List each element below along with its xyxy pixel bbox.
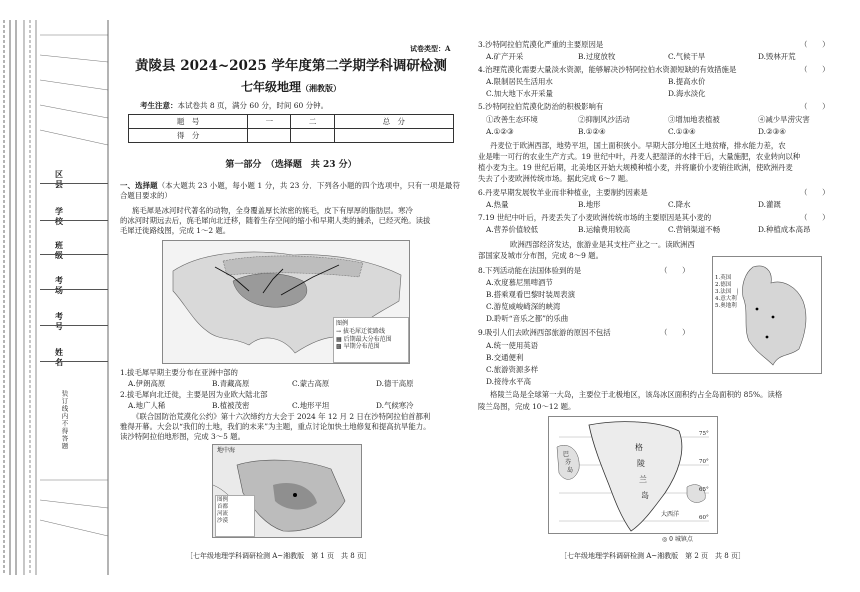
legend-migration: 拔毛犀迁徙路线 [342, 327, 385, 335]
legend-title: 图例 [336, 320, 349, 327]
footer-right: ［七年级地理学科调研检测 A~湘教版 第 2 页 共 8 页］ [560, 552, 745, 560]
q5-option-c[interactable]: C.①③④ [668, 127, 696, 136]
paper-type: 试卷类型：A [410, 44, 451, 53]
map2-sea-label: 地中海 [217, 447, 236, 454]
score-table [128, 114, 454, 143]
q8-answer-paren[interactable]: （ ） [660, 266, 690, 275]
q6-option-c[interactable]: C.降水 [668, 200, 691, 209]
lat-70: 70° [699, 459, 709, 465]
passage1-line3: 毛犀迁徙路线图，完成 1～2 题。 [120, 226, 231, 235]
lat-60: 60° [699, 515, 709, 521]
score-cell-total[interactable] [334, 129, 453, 143]
map3-legend-1: 1.英国 [715, 275, 732, 281]
map2-legend-title: 图例 [217, 497, 229, 503]
passage1-line2: 的冰河时期远去后，旄毛犀向北迁移，随着生存空间的缩小和早期人类的捕杀，已经灭绝。读拔 [120, 216, 431, 225]
saudi-map-legend [215, 495, 255, 537]
notice-label: 考生注意： [140, 101, 178, 110]
q7-option-b[interactable]: B.运输费用较高 [578, 225, 631, 234]
europe-map-legend [715, 275, 737, 309]
greenland-map-graphic [549, 417, 718, 534]
field-school-line[interactable] [40, 220, 108, 221]
lat-65: 65° [699, 487, 709, 493]
legend-early-range: 早期分布范围 [343, 343, 380, 351]
q1-stem: 1.拔毛犀早期主要分布在亚洲中部的 [120, 368, 238, 377]
q7-answer-paren[interactable]: （ ） [800, 213, 830, 222]
q3-stem: 3.沙特阿拉伯荒漠化严重的主要原因是 [478, 40, 604, 49]
q6-answer-paren[interactable]: （ ） [800, 188, 830, 197]
passage2-line1: 《联合国防治荒漠化公约》第十六次缔约方大会于 2024 年 12 月 2 日在沙特阿拉伯首都利 [132, 412, 431, 421]
greenland-map-legend: ◎ 0 城镇点 [662, 536, 693, 543]
q1-option-b[interactable]: B.青藏高原 [212, 379, 250, 388]
q9-option-a[interactable]: A.统一使用英语 [486, 341, 539, 350]
q2-stem: 2.拔毛犀向北迁徙，主要是因为业欧大陆北部 [120, 390, 268, 399]
page-title: 黄陵县 2024~2025 学年度第二学期学科调研检测 [135, 58, 447, 74]
passage4-line2: 部国家及城市分布图，完成 8～9 题。 [478, 251, 603, 260]
q2-option-c[interactable]: C.地形平坦 [292, 401, 330, 410]
passage4-line1: 欧洲西部经济发达，旅游业是其支柱产业之一。读欧洲西 [510, 240, 695, 249]
score-cell-part1[interactable] [248, 129, 291, 143]
map3-legend-2: 2.德国 [715, 281, 732, 288]
passage3-line1: 丹麦位于欧洲西部，地势平坦，国土面积狭小。早期大部分地区土地贫瘠，排水能力差，农 [490, 141, 786, 150]
field-district-label: 区 县 [55, 169, 71, 190]
saudi-terrain-map [212, 444, 362, 538]
q9-stem: 9.吸引人们去欧洲西部旅游的原因不包括 [478, 328, 611, 337]
field-number-label: 考 号 [55, 311, 71, 332]
subject-title: 七年级地理 [240, 80, 301, 94]
q9-option-c[interactable]: C.旅游资源多样 [486, 365, 539, 374]
map2-legend-capital: 首都 [217, 504, 229, 511]
footer-left: ［七年级地理学科调研检测 A~湘教版 第 1 页 共 8 页］ [186, 552, 371, 560]
q4-option-d[interactable]: D.海水淡化 [668, 89, 706, 98]
edition-label: （湘教版） [301, 83, 341, 93]
map3-legend-5: 5.奥地利 [715, 302, 737, 309]
map2-legend-river: 河流 [217, 511, 229, 518]
field-school-label: 学 校 [55, 206, 71, 227]
score-header-item: 题 号 [129, 115, 248, 129]
q4-option-b[interactable]: B.提高水价 [668, 77, 706, 86]
instruction-text: （本大题共 23 小题，每小题 1 分，共 23 分．下列各小题的四个选项中，只有一项是最符合题目要求的） [120, 181, 460, 200]
q6-option-a[interactable]: A.热量 [486, 200, 509, 209]
baffin-label-1: 巴 [563, 451, 570, 458]
passage3-line2: 业是唯一可行的农业生产方式。19 世纪中叶，丹麦人把湿泽的水排干后，大量施肥，农业转向以种 [478, 152, 801, 161]
passage5-line1: 格陵兰岛是全球第一大岛，主要位于北极地区，该岛冰区面积约占全岛面积的 85%。读格 [490, 390, 783, 399]
baffin-label-3: 岛 [567, 467, 574, 474]
q4-answer-paren[interactable]: （ ） [800, 65, 830, 74]
q8-option-a[interactable]: A.欢度慕尼黑啤酒节 [486, 278, 553, 287]
field-room-label: 考 场 [55, 275, 71, 296]
field-district-line[interactable] [40, 183, 108, 184]
europe-city-map [712, 256, 822, 374]
q5-option-a[interactable]: A.①②③ [486, 127, 514, 136]
passage2-line2: 雅得开幕。大会以“我们的土地，我们的未来”为主题，重点讨论加快土地修复和提高抗旱能力。 [120, 422, 431, 431]
q5-item-3: ③增加地表植被 [668, 115, 720, 124]
q2-option-a[interactable]: A.地广人稀 [128, 401, 166, 410]
q7-option-a[interactable]: A.营养价值较低 [486, 225, 539, 234]
q6-stem: 6.丹麦早期发展牧羊业而非种植业，主要制约因素是 [478, 188, 648, 197]
q6-option-b[interactable]: B.地形 [578, 200, 601, 209]
field-name-label: 姓 名 [55, 347, 71, 368]
q4-stem: 4.治理荒漠化需要大量淡水资源，能够解决沙特阿拉伯水资源短缺的有效措施是 [478, 65, 737, 74]
lat-75: 75° [699, 431, 709, 437]
q3-answer-paren[interactable]: （ ） [800, 40, 830, 49]
passage3-line3: 植小麦为主。19 世纪后期，北美地区开始大规模种植小麦，并将廉价小麦销往欧洲，使欧洲丹麦 [478, 163, 793, 172]
seal-notice: 装订线内不得答题 [60, 390, 69, 450]
passage3-line4: 失去了小麦欧洲传统市场。据此完成 6～7 题。 [478, 174, 633, 183]
legend-later-range: 后期最大分布范围 [343, 335, 392, 343]
q7-option-d[interactable]: D.种植成本高昂 [758, 225, 811, 234]
score-row-label: 得 分 [129, 129, 248, 143]
greenland-label-2: 陵 [637, 459, 645, 468]
field-class-label: 班 级 [55, 240, 71, 261]
q2-option-b[interactable]: B.植被茂密 [212, 401, 250, 410]
q5-option-b[interactable]: B.①②④ [578, 127, 606, 136]
q9-option-b[interactable]: B.交通便利 [486, 353, 524, 362]
q3-option-d[interactable]: D.毁林开荒 [758, 52, 796, 61]
q8-option-d[interactable]: D.聆听“音乐之都”的乐曲 [486, 314, 569, 323]
score-header-part1: 一 [248, 115, 291, 129]
q5-answer-paren[interactable]: （ ） [800, 102, 830, 111]
atlantic-label: 大西洋 [661, 511, 680, 518]
q8-option-b[interactable]: B.搭乘观看巴黎时装周表演 [486, 290, 576, 299]
q5-item-2: ②抑制风沙活动 [578, 115, 630, 124]
q4-option-a[interactable]: A.限制居民生活用水 [486, 77, 553, 86]
notice-text: 本试卷共 8 页，满分 60 分，时间 60 分钟。 [177, 101, 329, 110]
q1-option-d[interactable]: D.德干高原 [376, 379, 414, 388]
field-name-line[interactable] [40, 361, 108, 362]
q3-option-c[interactable]: C.气候干旱 [668, 52, 706, 61]
map3-legend-3: 3.法国 [715, 288, 732, 295]
passage2-line3: 读沙特阿拉伯地形图，完成 3～5 题。 [120, 432, 245, 441]
q3-option-a[interactable]: A.矿产开采 [486, 52, 524, 61]
q9-answer-paren[interactable]: （ ） [660, 328, 690, 337]
binding-margin-lines [0, 0, 120, 592]
q2-option-d[interactable]: D.气候寒冷 [376, 401, 414, 410]
q5-option-d[interactable]: D.②③④ [758, 127, 786, 136]
q5-item-1: ①改善生态环境 [486, 115, 538, 124]
map3-legend-4: 4.意大利 [715, 295, 737, 302]
greenland-label-1: 格 [635, 443, 643, 452]
greenland-label-3: 兰 [639, 475, 647, 484]
score-cell-part2[interactable] [291, 129, 334, 143]
passage1-line1: 旄毛犀是冰河时代著名的动物，全身覆盖厚长浓密的旄毛，皮下有厚厚的脂肪层。寒冷 [132, 206, 413, 215]
greenland-label-4: 岛 [641, 491, 649, 500]
field-room-line[interactable] [40, 289, 108, 290]
asia-map-legend: 图例 → 拔毛犀迁徙路线 ▦ 后期最大分布范围 ▩ 早期分布范围 [333, 317, 409, 363]
q1-option-a[interactable]: A.伊朗高原 [128, 379, 166, 388]
passage5-line2: 陵兰岛图，完成 10～12 题。 [478, 402, 576, 411]
q9-option-d[interactable]: D.接待水平高 [486, 377, 531, 386]
q5-item-4: ④减少旱涝灾害 [758, 115, 810, 124]
instruction-label: 一、选择题 [120, 181, 158, 190]
score-header-part2: 二 [291, 115, 334, 129]
q3-option-b[interactable]: B.过度放牧 [578, 52, 616, 61]
q1-option-c[interactable]: C.蒙古高原 [292, 379, 330, 388]
q4-option-c[interactable]: C.加大地下水开采量 [486, 89, 553, 98]
part1-heading: 第一部分 （选择题 共 23 分） [225, 160, 357, 170]
q8-stem: 8.下列活动能在法国体验到的是 [478, 266, 582, 275]
q5-stem: 5.沙特阿拉伯荒漠化防治的积极影响有 [478, 102, 604, 111]
greenland-map [548, 416, 718, 534]
baffin-label-2: 芬 [565, 459, 572, 466]
asia-migration-map [162, 240, 410, 364]
q8-option-c[interactable]: C.游览威峻崎深的峡湾 [486, 302, 561, 311]
q7-option-c[interactable]: C.营销渠道不畅 [668, 225, 721, 234]
q6-option-d[interactable]: D.灌溉 [758, 200, 781, 209]
map2-legend-desert: 沙漠 [217, 518, 229, 525]
field-number-line[interactable] [40, 325, 108, 326]
score-header-total: 总 分 [334, 115, 453, 129]
q7-stem: 7.19 世纪中叶后，丹麦丢失了小麦欧洲传统市场的主要原因是其小麦的 [478, 213, 712, 222]
field-class-line[interactable] [40, 254, 108, 255]
